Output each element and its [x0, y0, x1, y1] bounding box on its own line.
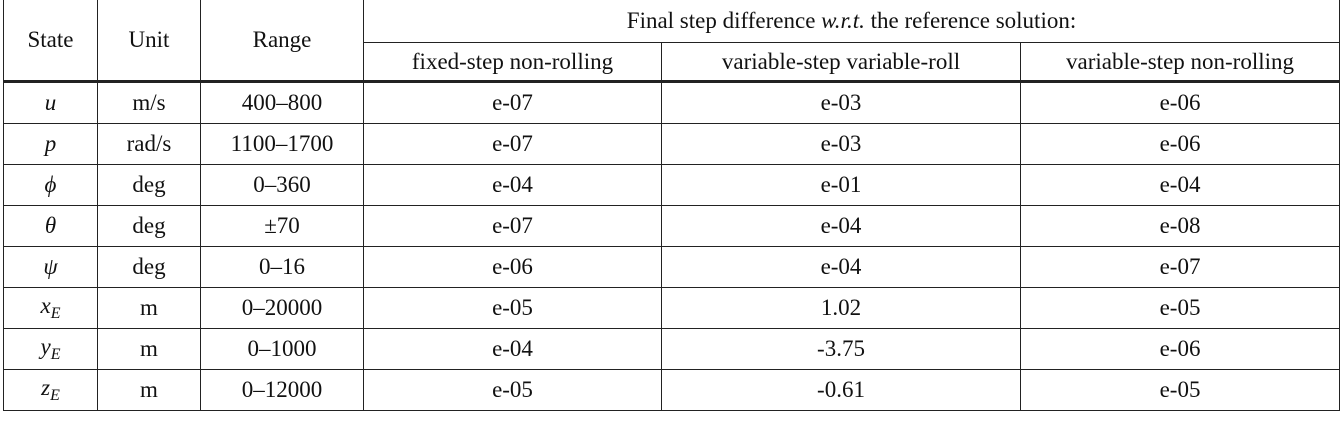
table-row [4, 206, 1340, 247]
state-subscript: E [50, 387, 60, 404]
state-cell [4, 206, 98, 247]
range-cell: 0–1000 [201, 329, 364, 370]
results-table [3, 0, 1340, 411]
range-cell: 0–16 [201, 247, 364, 288]
variable-nonroll-cell: e-06 [1021, 329, 1340, 370]
header-state: State [4, 0, 98, 82]
unit-cell: rad/s [98, 124, 201, 165]
header-group [364, 0, 1340, 43]
variable-roll-cell: e-04 [662, 247, 1021, 288]
state-cell [4, 82, 98, 124]
header-group-suffix: the reference solution: [864, 8, 1077, 33]
variable-nonroll-cell: e-04 [1021, 165, 1340, 206]
table-body [4, 82, 1340, 411]
variable-roll-cell: e-01 [662, 165, 1021, 206]
fixed-step-cell: e-07 [364, 124, 662, 165]
table-row [4, 329, 1340, 370]
variable-roll-cell: e-03 [662, 124, 1021, 165]
unit-cell: m [98, 370, 201, 411]
unit-cell: m [98, 288, 201, 329]
table-row [4, 124, 1340, 165]
variable-nonroll-cell: e-05 [1021, 370, 1340, 411]
unit-cell: m/s [98, 82, 201, 124]
fixed-step-cell: e-04 [364, 165, 662, 206]
variable-roll-cell: -3.75 [662, 329, 1021, 370]
fixed-step-cell: e-07 [364, 82, 662, 124]
variable-roll-cell: -0.61 [662, 370, 1021, 411]
state-symbol: ψ [43, 254, 58, 279]
table-row [4, 288, 1340, 329]
table-row [4, 165, 1340, 206]
variable-roll-cell: e-03 [662, 82, 1021, 124]
variable-nonroll-cell: e-06 [1021, 82, 1340, 124]
unit-cell: deg [98, 165, 201, 206]
state-cell [4, 124, 98, 165]
state-symbol: x [40, 293, 51, 318]
variable-nonroll-cell: e-08 [1021, 206, 1340, 247]
fixed-step-cell: e-05 [364, 288, 662, 329]
state-subscript: E [50, 346, 61, 363]
range-cell: ±70 [201, 206, 364, 247]
range-cell: 400–800 [201, 82, 364, 124]
variable-nonroll-cell: e-07 [1021, 247, 1340, 288]
fixed-step-cell: e-05 [364, 370, 662, 411]
fixed-step-cell: e-06 [364, 247, 662, 288]
state-cell [4, 165, 98, 206]
state-symbol: z [41, 375, 51, 400]
state-symbol: p [44, 131, 57, 156]
state-symbol: y [40, 334, 51, 359]
state-cell [4, 329, 98, 370]
table-row [4, 370, 1340, 411]
header-range: Range [201, 0, 364, 82]
header-variable-roll: variable-step variable-roll [662, 43, 1021, 82]
unit-cell: m [98, 329, 201, 370]
variable-roll-cell: 1.02 [662, 288, 1021, 329]
header-variable-nonroll: variable-step non-rolling [1021, 43, 1340, 82]
range-cell: 1100–1700 [201, 124, 364, 165]
range-cell: 0–20000 [201, 288, 364, 329]
unit-cell: deg [98, 247, 201, 288]
state-cell [4, 288, 98, 329]
variable-nonroll-cell: e-05 [1021, 288, 1340, 329]
table-row [4, 82, 1340, 124]
state-symbol: ϕ [44, 172, 57, 197]
header-unit: Unit [98, 0, 201, 82]
header-fixed-step: fixed-step non-rolling [364, 43, 662, 82]
state-cell [4, 247, 98, 288]
state-cell [4, 370, 98, 411]
state-symbol: θ [44, 213, 57, 238]
fixed-step-cell: e-07 [364, 206, 662, 247]
header-group-em: w.r.t. [821, 8, 865, 33]
header-group-prefix: Final step difference [626, 8, 822, 33]
state-symbol: u [44, 90, 57, 115]
fixed-step-cell: e-04 [364, 329, 662, 370]
variable-roll-cell: e-04 [662, 206, 1021, 247]
table-row [4, 247, 1340, 288]
unit-cell: deg [98, 206, 201, 247]
state-subscript: E [50, 305, 61, 322]
table-header [4, 0, 1340, 82]
range-cell: 0–360 [201, 165, 364, 206]
range-cell: 0–12000 [201, 370, 364, 411]
variable-nonroll-cell: e-06 [1021, 124, 1340, 165]
